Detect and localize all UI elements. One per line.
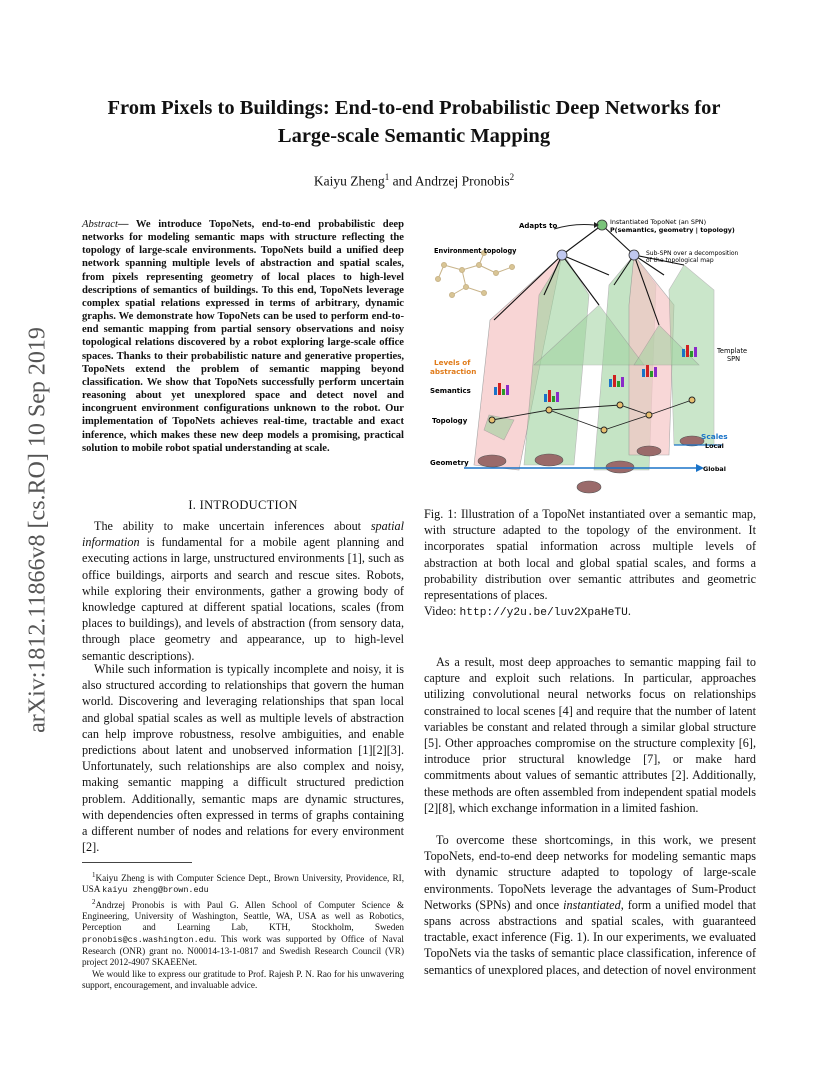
- fig-label-levels-2: abstraction: [430, 367, 477, 376]
- footnote-2-mark: 2: [92, 897, 96, 906]
- fig-label-topology: Topology: [432, 417, 468, 425]
- arxiv-id: arXiv:1812.11866v8 [cs.RO] 10 Sep 2019: [24, 327, 51, 733]
- fig-label-semantics: Semantics: [430, 387, 471, 395]
- author-and: and: [389, 173, 415, 189]
- fig-label-local: Local: [705, 442, 724, 450]
- right-paragraph-1: [424, 654, 756, 816]
- right-p2-text-a: To overcome these shortcomings, in this work, we present TopoNets, end-to-end deep networks for modeling semantic maps with dynamic structure adapted to topology of large-scale environments. TopoNets leverage the advantages of Sum-Product Networks (SPNs) and once: [424, 833, 756, 912]
- author-1: Kaiyu Zheng: [313, 173, 385, 189]
- caption-video-end: .: [627, 604, 631, 619]
- caption-video-link[interactable]: http://y2u.be/luv2XpaHeTU: [459, 607, 628, 620]
- author-1-affil: 1: [384, 172, 390, 182]
- fig-label-geometry: Geometry: [430, 459, 469, 467]
- footnote-1-mark: 1: [92, 871, 96, 879]
- footnote-1: [82, 870, 404, 897]
- paper-title: [40, 94, 788, 150]
- fig-label-global: Global: [703, 465, 726, 473]
- intro-p2-text: While such information is typically incomplete and noisy, it is also structured according to relationships that govern the human world. Discovering and leveraging relationships that span local and global spatial scales as well as multiple levels of abstraction can help improve robustness, resolve ambiguities, and enable predictions about latent and unobserved information [1][2][3]. Unfortunately, such relationships are also complex and noisy, making semantic mapping a difficult structured prediction problem. Additionally, semantic maps are dynamic structures, with dependencies often expressed in terms of graphs containing a different number of nodes and relations for every environment [2].: [82, 662, 404, 855]
- title-line-1: From Pixels to Buildings: End-to-end Probabilistic Deep Networks for: [107, 97, 721, 119]
- fig-label-template-2: SPN: [727, 355, 741, 363]
- fig-label-subspn-1: Sub-SPN over a decomposition: [646, 250, 739, 257]
- environment-topology-graph: [436, 251, 515, 298]
- intro-paragraph-2: [82, 661, 404, 855]
- figure-1-toponet-diagram: [424, 215, 760, 500]
- footnote-acknowledgement: We would like to express our gratitude to Prof. Rajesh P. N. Rao for his unwavering support, encouragement, and invaluable advice.: [82, 968, 404, 990]
- section-heading-introduction: I. INTRODUCTION: [188, 498, 298, 512]
- arxiv-sidebar: [22, 300, 54, 760]
- right-p1-text: As a result, most deep approaches to semantic mapping fail to capture and exploit such relations. In particular, approaches utilizing convolutional neural networks focus on relationships constrained to local scenes [4] and require that the number of latent variables be constant and related through a similar global structure [5]. Other approaches compromise on the structure complexity [6], introduce prior structural knowledge [7], or make hard commitments about values of semantic attributes [2]. Additionally, these methods are often assembled from independent spatial models [2][8], which exchange information in a limited fashion.: [424, 655, 756, 815]
- intro-p1-text-b: is fundamental for a mobile agent planning and executing actions in large, unstructured environments [1], such as office buildings, airports and search and rescue sites. Robots, while exploring their environments, gather a growing body of knowledge captured at different spatial locations, scales (from places to buildings), and levels of abstraction (from sensory data, through place geometry and appearance, up to high-level semantic descriptions).: [82, 535, 404, 663]
- fig-label-adapts: Adapts to: [519, 222, 558, 230]
- author-2: Andrzej Pronobis: [414, 173, 510, 189]
- footnote-1-email: kaiyu zheng@brown.edu: [102, 885, 209, 896]
- right-p2-emphasis: instantiated: [563, 897, 621, 912]
- abstract-label: Abstract: [82, 219, 118, 230]
- footnotes: [82, 870, 404, 991]
- fig-label-instantiated-2: P(semantics, geometry | topology): [610, 226, 735, 234]
- footnote-rule: [82, 862, 192, 863]
- fig-label-levels-1: Levels of: [434, 358, 471, 367]
- fig-label-subspn-2: of the topological map: [646, 257, 714, 264]
- right-paragraph-2: [424, 832, 756, 978]
- intro-p1-emphasis: spatial information: [82, 519, 404, 550]
- footnote-2: [82, 897, 404, 969]
- title-line-2: Large-scale Semantic Mapping: [277, 125, 551, 147]
- intro-paragraph-1: [82, 518, 404, 664]
- fig-label-instantiated: Instantiated TopoNet (an SPN): [610, 218, 707, 226]
- footnote-2-tail: . This work was supported by Office of Naval Research (ONR) grant no. N00014-13-1-0817 and Swedish Research Council (VR) project 2012-4907 SKAEENet.: [82, 933, 404, 968]
- caption-video-label: Video:: [424, 604, 460, 619]
- intro-p1-text-a: The ability to make uncertain inferences about: [94, 519, 371, 533]
- fig-label-template-1: Template: [717, 347, 748, 355]
- adapts-arrow: [554, 225, 594, 230]
- author-2-affil: 2: [509, 172, 515, 182]
- footnote-1-text: Kaiyu Zheng is with Computer Science Dept., Brown University, Providence, RI, USA: [82, 873, 404, 895]
- fig-label-env-topology: Environment topology: [434, 247, 517, 255]
- right-p2-text-b: , form a unified model that spans across abstractions and spatial scales, with guaranteed tractable, exact inference (Fig. 1). In our experiments, we evaluated TopoNets via the tasks of semantic place classification, inference of semantics of unexplored places, and detection of novel environment: [424, 897, 757, 977]
- authors: [40, 172, 788, 190]
- fig-label-scales: Scales: [701, 432, 728, 441]
- sub-spn-cones: [474, 255, 714, 470]
- abstract: [82, 218, 404, 455]
- abstract-text: — We introduce TopoNets, end-to-end probabilistic deep networks for modeling semantic maps with structure reflecting the topology of large-scale environments. TopoNets build a unified deep network spanning multiple levels of abstraction and spatial scales, from pixels representing geometry of local places to high-level descriptions of semantics of buildings. To this end, TopoNets leverage complex spatial relations expressed in terms of arbitrary, dynamic graphs. We demonstrate how TopoNets can be used to perform end-to-end semantic mapping from partial sensory observations and noisy topological relations discovered by a robot exploring large-scale office spaces. Thanks to their probabilistic nature and generative properties, TopoNets extend the problem of semantic mapping beyond classification. We show that TopoNets successfully perform uncertain reasoning about yet unexplored space and detect novel and incongruent environment configurations unknown to the robot. Our implementation of TopoNets achieves real-time, tractable and exact inference, which makes these new deep models a promising, practical solution to mobile robot spatial understanding at scale.: [82, 219, 404, 454]
- caption-text: Fig. 1: Illustration of a TopoNet instantiated over a semantic map, with structure adapted to the topology of the environment. It incorporates spatial information across multiple levels of abstraction at both local and global spatial scales, and forms a probability distribution over semantic attributes and geometric representations of places.: [424, 507, 756, 603]
- footnote-2-email: pronobis@cs.washington.edu: [82, 934, 214, 945]
- footnote-2-text: Andrzej Pronobis is with Paul G. Allen School of Computer Science & Engineering, University of Washington, Seattle, WA, USA as well as Robotics, Perception and Learning Lab, KTH, Stockholm, Sweden: [82, 899, 404, 933]
- figure-1-caption: [424, 506, 756, 621]
